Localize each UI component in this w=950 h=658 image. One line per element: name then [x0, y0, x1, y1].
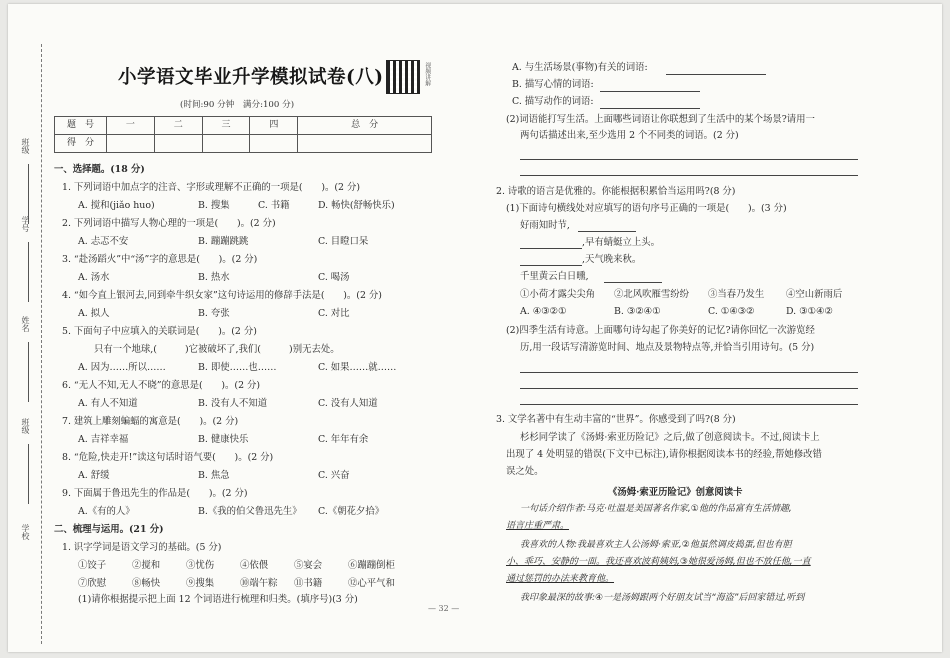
score-input-cell[interactable]	[107, 135, 155, 153]
question-3-heading: 3. 文学名著中有生动丰富的“世界”。你感受到了吗?(8 分)	[496, 414, 736, 425]
question-3-paragraph-line-2: 出现了 4 处明显的错误(下文中已标注),请你根据阅读本书的经验,帮她修改错	[506, 449, 822, 460]
binding-blank	[28, 342, 29, 402]
answer-line[interactable]	[520, 388, 858, 389]
option[interactable]: A. 有人不知道	[78, 398, 138, 409]
category-a-answer-line[interactable]	[666, 74, 766, 75]
question-3: 3. “赴汤蹈火”中“汤”字的意思是( )。(2 分)	[62, 254, 258, 265]
score-cell: 四	[250, 117, 298, 135]
sub-question-2-line-1: (2)词语能打写生活。上面哪些词语让你联想到了生活中的某个场景?请用一	[506, 114, 815, 125]
poem-option: ①小荷才露尖尖角	[520, 289, 596, 300]
score-input-cell[interactable]	[298, 135, 432, 153]
option[interactable]: B. 健康快乐	[198, 434, 249, 445]
option[interactable]: B. 夸张	[198, 308, 230, 319]
fold-line	[41, 44, 42, 644]
score-table-header-row	[55, 117, 432, 135]
exam-sheet	[8, 4, 942, 652]
question-2-sub-2-line-1: (2)四季生活有诗意。上面哪句诗勾起了你美好的记忆?请你回忆一次游览经	[506, 325, 815, 336]
qr-code-icon[interactable]	[386, 60, 420, 94]
binding-label: 学号	[21, 216, 30, 232]
question-2-sub-2-line-2: 历,用一段话写清游览时间、地点及景物特点等,并恰当引用诗句。(5 分)	[520, 342, 815, 353]
answer-line[interactable]	[520, 175, 858, 176]
option[interactable]: C. 对比	[318, 308, 350, 319]
poem-blank[interactable]	[520, 248, 582, 249]
option[interactable]: A.《有的人》	[78, 506, 135, 517]
word-item: ⑩端午粽	[240, 578, 278, 589]
option[interactable]: B. 即使……也……	[198, 362, 277, 373]
word-item: ⑧畅快	[132, 578, 161, 589]
answer-line[interactable]	[520, 159, 858, 160]
category-a-label: A. 与生活场景(事物)有关的词语:	[512, 62, 648, 73]
word-item: ⑫心平气和	[348, 578, 395, 589]
question-2-heading: 2. 诗歌的语言是优雅的。你能根据积累恰当运用吗?(8 分)	[496, 186, 736, 197]
option[interactable]: A. 汤水	[78, 272, 110, 283]
option[interactable]: D. ③①④②	[786, 306, 833, 317]
score-cell: 三	[202, 117, 250, 135]
score-table	[54, 116, 432, 153]
score-cell: 一	[107, 117, 155, 135]
poem-blank[interactable]	[604, 282, 662, 283]
option[interactable]: B. 蹦蹦跳跳	[198, 236, 249, 247]
option[interactable]: C. 目瞪口呆	[318, 236, 369, 247]
word-item: ③忧伤	[186, 560, 215, 571]
page-number: — 32 —	[428, 604, 460, 613]
option[interactable]: B. 焦急	[198, 470, 230, 481]
option[interactable]: B. ③②④①	[614, 306, 661, 317]
poem-option: ③当春乃发生	[708, 289, 765, 300]
poem-blank[interactable]	[520, 265, 582, 266]
option[interactable]: C. 如果……就……	[318, 362, 397, 373]
poem-option: ④空山新雨后	[786, 289, 843, 300]
option[interactable]: B.《我的伯父鲁迅先生》	[198, 506, 302, 517]
page-title: 小学语文毕业升学模拟试卷(八)	[118, 67, 384, 88]
category-b-label: B. 描写心情的词语:	[512, 79, 594, 90]
binding-label: 学校	[21, 524, 30, 540]
option[interactable]: A. 因为……所以……	[78, 362, 166, 373]
option[interactable]: C. 书籍	[258, 200, 290, 211]
poem-blank[interactable]	[578, 231, 636, 232]
sub-question-2-line-2: 两句话描述出来,至少选用 2 个不同类的词语。(2 分)	[520, 130, 739, 141]
reading-card-line: 通过惩罚的办法来教育他。	[506, 574, 615, 584]
question-2: 2. 下列词语中描写人物心理的一项是( )。(2 分)	[62, 218, 276, 229]
word-item: ⑦欣慰	[78, 578, 107, 589]
option[interactable]: A. 拟人	[78, 308, 110, 319]
answer-line[interactable]	[520, 372, 858, 373]
poem-line-2: ,早有蜻蜓立上头。	[582, 237, 660, 248]
reading-card-title: 《汤姆·索亚历险记》创意阅读卡	[608, 487, 743, 498]
poem-line-1: 好雨知时节,	[520, 220, 570, 231]
option[interactable]: A. 吉祥幸福	[78, 434, 129, 445]
section-1-heading: 一、选择题。(18 分)	[54, 164, 145, 175]
binding-label: 班级	[21, 138, 30, 154]
poem-option: ②北风吹雁雪纷纷	[614, 289, 690, 300]
binding-label: 班级	[21, 418, 30, 434]
word-item: ②搅和	[132, 560, 161, 571]
option[interactable]: C. 兴奋	[318, 470, 350, 481]
word-item: ⑤宴会	[294, 560, 323, 571]
category-b-answer-line[interactable]	[600, 91, 700, 92]
option[interactable]: B. 热水	[198, 272, 230, 283]
reading-card-line: 小、乖巧、安静的一面。我还喜欢波莉姨妈,③她很爱汤姆,但也不放任他,一直	[506, 557, 811, 567]
option[interactable]: B. 搜集	[198, 200, 230, 211]
option[interactable]: C. 年年有余	[318, 434, 369, 445]
question-5: 5. 下面句子中应填入的关联词是( )。(2 分)	[62, 326, 257, 337]
option[interactable]: A. ④③②①	[520, 306, 567, 317]
question-4: 4. “如今直上银河去,同到牵牛织女家”这句诗运用的修辞手法是( )。(2 分)	[62, 290, 382, 301]
exam-time-info: (时间:90 分钟 满分:100 分)	[180, 100, 295, 110]
word-item: ①饺子	[78, 560, 107, 571]
option[interactable]: C. ①④③②	[708, 306, 755, 317]
score-cell: 总 分	[298, 117, 432, 135]
category-c-answer-line[interactable]	[600, 108, 700, 109]
word-item: ⑪书籍	[294, 578, 323, 589]
poem-line-4: 千里黄云白日曛,	[520, 271, 589, 282]
question-9: 9. 下面属于鲁迅先生的作品是( )。(2 分)	[62, 488, 248, 499]
score-input-cell[interactable]	[250, 135, 298, 153]
question-8: 8. “危险,快走开!”读这句话时语气要( )。(2 分)	[62, 452, 274, 463]
binding-margin	[8, 4, 52, 652]
reading-card-line: 一句话介绍作者:马克·吐温是美国著名作家,①他的作品富有生活情趣,	[520, 504, 792, 514]
binding-label: 姓名	[21, 316, 30, 332]
score-input-cell[interactable]	[154, 135, 202, 153]
word-item: ⑥蹦蹦倒柜	[348, 560, 395, 571]
option[interactable]: C.《朝花夕拾》	[318, 506, 385, 517]
option[interactable]: C. 没有人知道	[318, 398, 378, 409]
score-cell: 题 号	[55, 117, 107, 135]
answer-line[interactable]	[520, 404, 858, 405]
option[interactable]: A. 忐忑不安	[78, 236, 129, 247]
question-1: 1. 下列词语中加点字的注音、字形或理解不正确的一项是( )。(2 分)	[62, 182, 361, 193]
question-6: 6. “无人不知,无人不晓”的意思是( )。(2 分)	[62, 380, 261, 391]
reading-card-line: 语言庄重严肃。	[506, 521, 570, 531]
score-input-cell[interactable]	[202, 135, 250, 153]
poem-line-3: ,天气晚来秋。	[582, 254, 642, 265]
word-item: ④依偎	[240, 560, 269, 571]
question-5-sentence: 只有一个地球,( )它被破坏了,我们( )别无去处。	[94, 344, 340, 355]
question-3-paragraph-line-1: 杉杉同学读了《汤姆·索亚历险记》之后,做了创意阅读卡。不过,阅读卡上	[520, 432, 820, 443]
binding-blank	[28, 164, 29, 224]
section-2-sub-1: (1)请你根据提示把上面 12 个词语进行梳理和归类。(填序号)(3 分)	[78, 594, 358, 605]
qr-caption: 视频讲解	[423, 62, 431, 86]
reading-card-line: 我喜欢的人物:我最喜欢主人公汤姆·索亚,②他虽然调皮捣蛋,但也有胆	[520, 540, 792, 550]
question-7: 7. 建筑上雕刻蝙蝠的寓意是( )。(2 分)	[62, 416, 239, 427]
title-row	[54, 60, 454, 90]
option[interactable]: B. 没有人不知道	[198, 398, 268, 409]
category-c-label: C. 描写动作的词语:	[512, 96, 594, 107]
score-cell: 得 分	[55, 135, 107, 153]
score-table-score-row	[55, 135, 432, 153]
question-3-paragraph-line-3: 误之处。	[506, 466, 544, 477]
option[interactable]: C. 喝汤	[318, 272, 350, 283]
option[interactable]: A. 搅和(jiǎo huo)	[78, 200, 155, 211]
score-cell: 二	[154, 117, 202, 135]
binding-blank	[28, 444, 29, 504]
option[interactable]: A. 舒缓	[78, 470, 110, 481]
option[interactable]: D. 畅快(舒畅快乐)	[318, 200, 395, 211]
section-2-heading: 二、梳理与运用。(21 分)	[54, 524, 164, 535]
section-2-question-1: 1. 识字学词是语文学习的基础。(5 分)	[62, 542, 222, 553]
reading-card-line: 我印象最深的故事:④一是汤姆跟两个好朋友试当“海盗”后回家错过,听到	[520, 593, 805, 603]
binding-blank	[28, 242, 29, 302]
word-item: ⑨搜集	[186, 578, 215, 589]
question-2-sub-1: (1)下面诗句横线处对应填写的语句序号正确的一项是( )。(3 分)	[506, 203, 787, 214]
